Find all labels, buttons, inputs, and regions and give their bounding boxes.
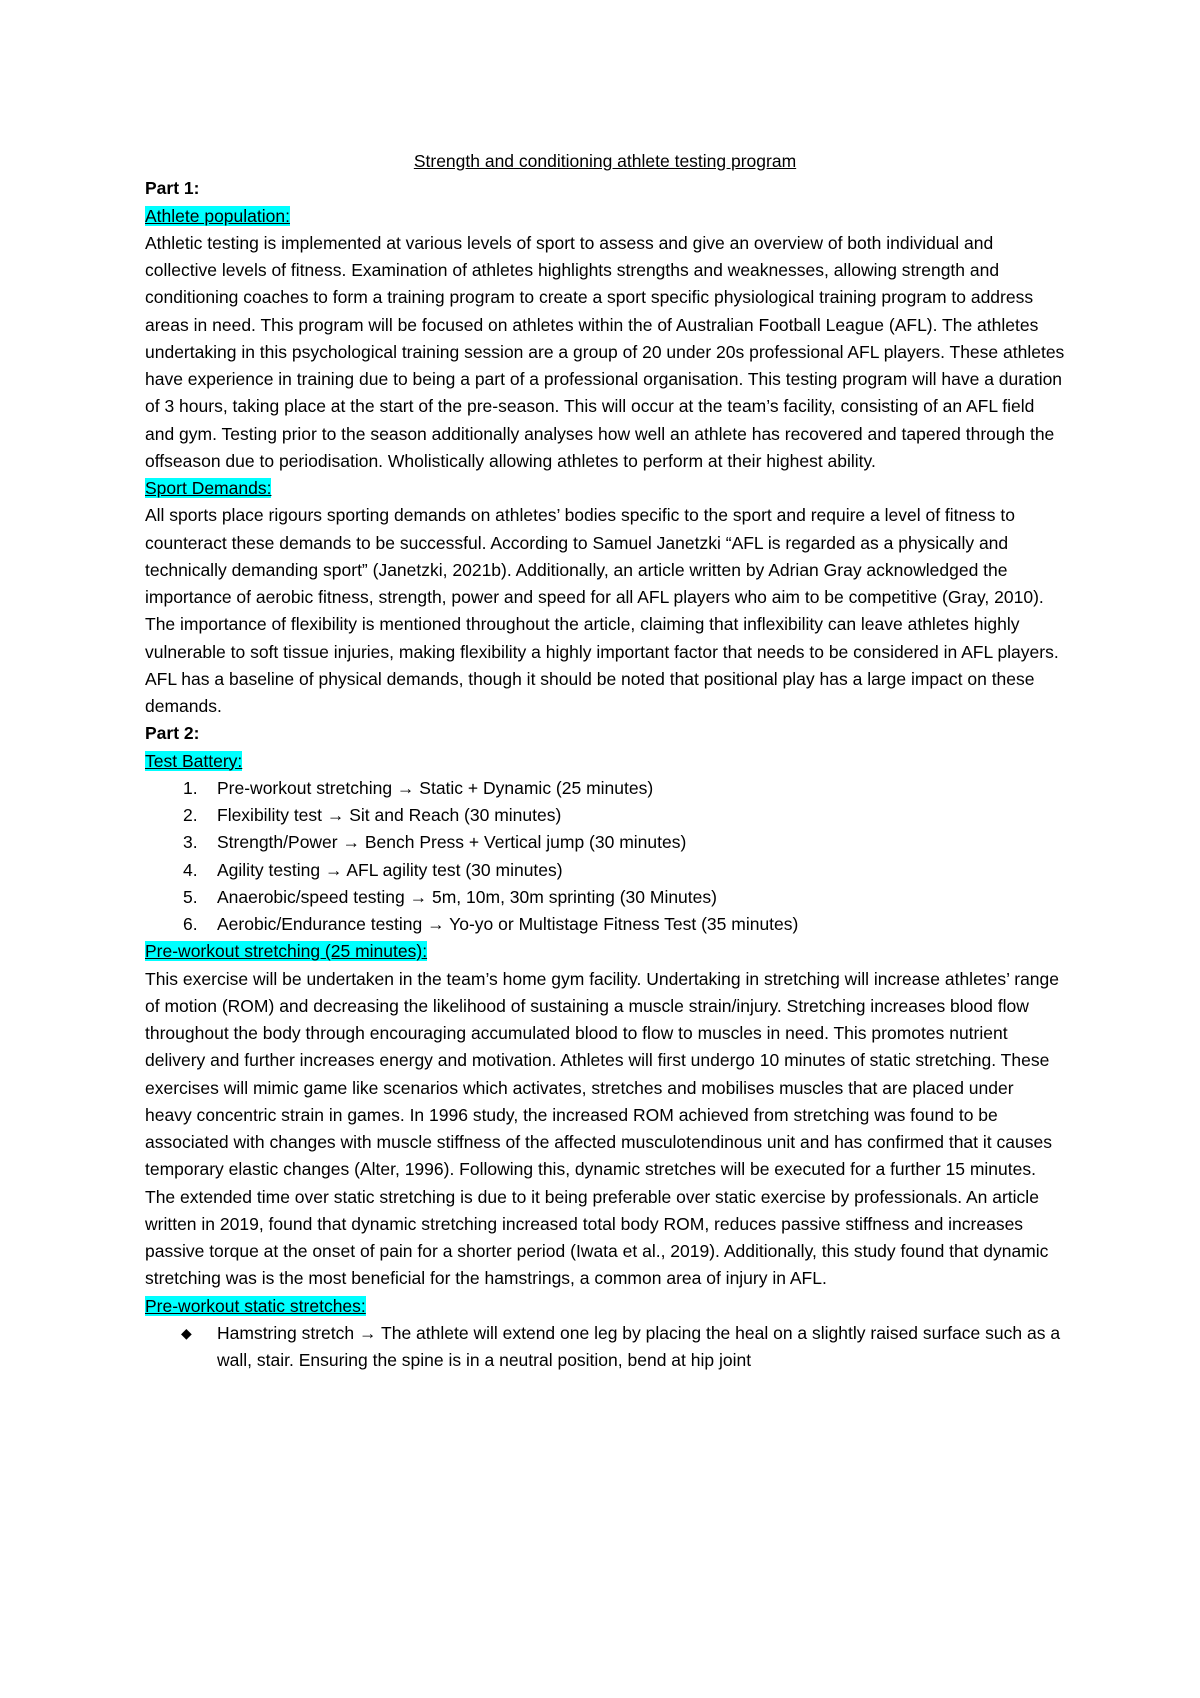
list-item bbox=[145, 857, 1065, 884]
list-item-text: Hamstring stretch → The athlete will extend one leg by placing the heal on a slightly raised surface such as a wall, stair. Ensuring the spine is in a neutral position, bend at hip joint bbox=[217, 1322, 1061, 1370]
test-battery-heading-line bbox=[145, 748, 1065, 775]
sport-demands-heading: Sport Demands: bbox=[145, 478, 272, 498]
test-battery-heading: Test Battery: bbox=[145, 750, 243, 771]
list-number: 5. bbox=[183, 886, 198, 907]
list-item-text: Agility testing → AFL agility test (30 minutes) bbox=[217, 859, 563, 880]
diamond-bullet-icon: ◆ bbox=[181, 1324, 192, 1341]
static-stretches-heading: Pre-workout static stretches: bbox=[145, 1295, 366, 1316]
athlete-population-heading-line bbox=[145, 203, 1065, 230]
list-item-text: Pre-workout stretching → Static + Dynamic (25 minutes) bbox=[217, 777, 654, 798]
pre-workout-paragraph: This exercise will be undertaken in the team’s home gym facility. Undertaking in stretching will increase athletes’ range of motion (ROM) and decreasing the likelihood of sustaining a muscle strain/injury. Stretching increases blood flow throughout the body through encouraging accumulated blood to flow to muscles in need. This promotes nutrient delivery and further increases energy and motivation. Athletes will first undergo 10 minutes of static stretching. These exercises will mimic game like scenarios which activates, stretches and mobilises muscles that are placed under heavy concentric strain in games. In 1996 study, the increased ROM achieved from stretching was found to be associated with changes with muscle stiffness of the affected musculotendinous unit and has confirmed that it causes temporary elastic changes (Alter, 1996). Following this, dynamic stretches will be executed for a further 15 minutes. The extended time over static stretching is due to it being preferable over static exercise by professionals. An article written in 2019, found that dynamic stretching increased total body ROM, reduces passive stiffness and increases passive torque at the onset of pain for a shorter period (Iwata et al., 2019). Additionally, this study found that dynamic stretching was is the most beneficial for the hamstrings, a common area of injury in AFL. bbox=[145, 968, 1059, 1289]
test-battery-list bbox=[145, 775, 1065, 939]
list-number: 1. bbox=[183, 777, 198, 798]
document-page bbox=[145, 148, 1065, 1374]
sport-demands-paragraph: All sports place rigours sporting demands on athletes’ bodies specific to the sport and require a level of fitness to counteract these demands to be successful. According to Samuel Janetzki “AFL is regarded as a physically and technically demanding sport” (Janetzki, 2021b). Additionally, an article written by Adrian Gray acknowledged the importance of aerobic fitness, strength, power and speed for all AFL players who aim to be competitive (Gray, 2010). The importance of flexibility is mentioned throughout the article, claiming that inflexibility can leave athletes highly vulnerable to soft tissue injuries, making flexibility a highly important factor that needs to be considered in AFL players. AFL has a baseline of physical demands, though it should be noted that positional play has a large impact on these demands. bbox=[145, 505, 1059, 716]
list-item-text: Anaerobic/speed testing → 5m, 10m, 30m sprinting (30 Minutes) bbox=[217, 886, 717, 907]
document-title: Strength and conditioning athlete testing program bbox=[413, 151, 797, 171]
list-number: 4. bbox=[183, 859, 198, 880]
list-number: 6. bbox=[183, 914, 198, 934]
part-2-label: Part 2: bbox=[145, 723, 200, 744]
list-item bbox=[145, 802, 1065, 829]
athlete-population-paragraph: Athletic testing is implemented at various levels of sport to assess and give an overview of both individual and collective levels of fitness. Examination of athletes highlights strengths and weaknesses, allowing strength and conditioning coaches to form a training program to create a sport specific physiological training program to address areas in need. This program will be focused on athletes within the of Australian Football League (AFL). The athletes undertaking in this psychological training session are a group of 20 under 20s professional AFL players. These athletes have experience in training due to being a part of a professional organisation. This testing program will have a duration of 3 hours, taking place at the start of the pre-season. This will occur at the team’s facility, consisting of an AFL field and gym. Testing prior to the season additionally analyses how well an athlete has recovered and tapered through the offseason due to periodisation. Wholistically allowing athletes to perform at their highest ability. bbox=[145, 232, 1065, 471]
pre-workout-heading-line bbox=[145, 938, 1065, 965]
list-item bbox=[145, 884, 1065, 911]
list-item bbox=[145, 829, 1065, 856]
list-item-text: Aerobic/Endurance testing → Yo-yo or Multistage Fitness Test (35 minutes) bbox=[217, 914, 799, 934]
part-1-label: Part 1: bbox=[145, 178, 200, 199]
list-item bbox=[145, 911, 1065, 938]
list-item bbox=[145, 775, 1065, 802]
list-item bbox=[145, 1320, 1065, 1375]
static-stretches-list bbox=[145, 1320, 1065, 1375]
pre-workout-stretching-heading: Pre-workout stretching (25 minutes): bbox=[145, 941, 428, 962]
list-number: 2. bbox=[183, 805, 198, 825]
list-item-text: Flexibility test → Sit and Reach (30 minutes) bbox=[217, 805, 562, 825]
sport-demands-heading-line bbox=[145, 475, 1065, 502]
list-number: 3. bbox=[183, 832, 198, 853]
athlete-population-heading: Athlete population: bbox=[145, 205, 290, 226]
list-item-text: Strength/Power → Bench Press + Vertical jump (30 minutes) bbox=[217, 832, 687, 853]
static-stretches-heading-line bbox=[145, 1293, 1065, 1320]
